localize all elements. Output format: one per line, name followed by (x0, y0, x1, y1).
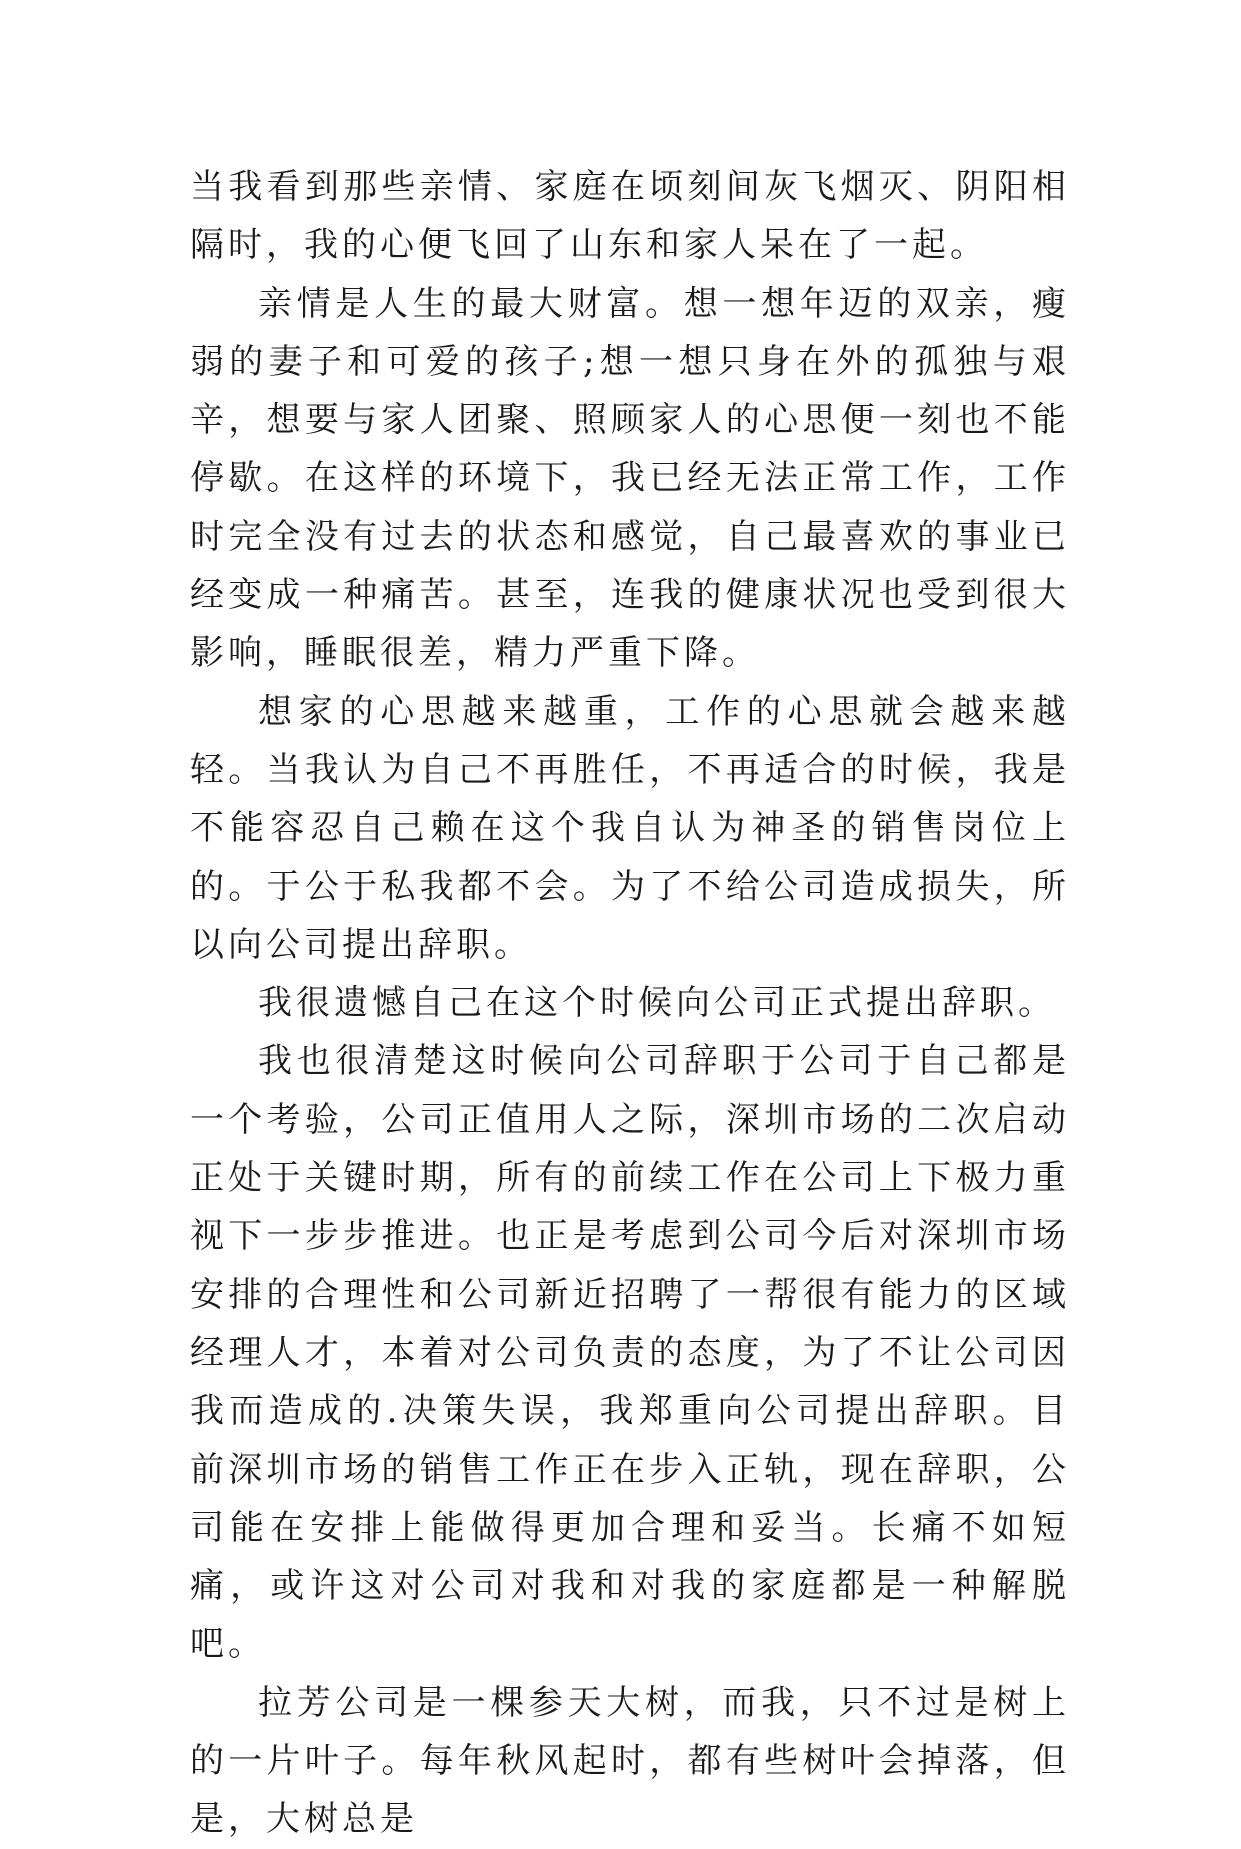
paragraph-4: 我很遗憾自己在这个时候向公司正式提出辞职。 (258, 983, 1056, 1024)
document-body (190, 158, 1070, 1849)
paragraph-3: 想家的心思越来越重，工作的心思就会越来越轻。当我认为自己不再胜任，不再适合的时候，我是不能容忍自己赖在这个我自认为神圣的销售岗位上的。于公于私我都不会。为了不给公司造成损失，所以向公司提出辞职。 (190, 691, 1070, 965)
paragraph-1: 当我看到那些亲情、家庭在顷刻间灰飞烟灭、阴阳相隔时，我的心便飞回了山东和家人呆在了一起。 (190, 167, 1070, 266)
paragraph-2: 亲情是人生的最大财富。想一想年迈的双亲，瘦弱的妻子和可爱的孩子;想一想只身在外的孤独与艰辛，想要与家人团聚、照顾家人的心思便一刻也不能停歇。在这样的环境下，我已经无法正常工作，工作时完全没有过去的状态和感觉，自己最喜欢的事业已经变成一种痛苦。甚至，连我的健康状况也受到很大影响，睡眠很差，精力严重下降。 (190, 283, 1070, 674)
paragraph-5: 我也很清楚这时候向公司辞职于公司于自己都是一个考验，公司正值用人之际，深圳市场的二次启动正处于关键时期，所有的前续工作在公司上下极力重视下一步步推进。也正是考虑到公司今后对深圳市场安排的合理性和公司新近招聘了一帮很有能力的区域经理人才，本着对公司负责的态度，为了不让公司因我而造成的.决策失误，我郑重向公司提出辞职。目前深圳市场的销售工作正在步入正轨，现在辞职，公司能在安排上能做得更加合理和妥当。长痛不如短痛，或许这对公司对我和对我的家庭都是一种解脱吧。 (190, 1041, 1070, 1665)
paragraph-6: 拉芳公司是一棵参天大树，而我，只不过是树上的一片叶子。每年秋风起时，都有些树叶会掉落，但是，大树总是 (190, 1682, 1070, 1840)
